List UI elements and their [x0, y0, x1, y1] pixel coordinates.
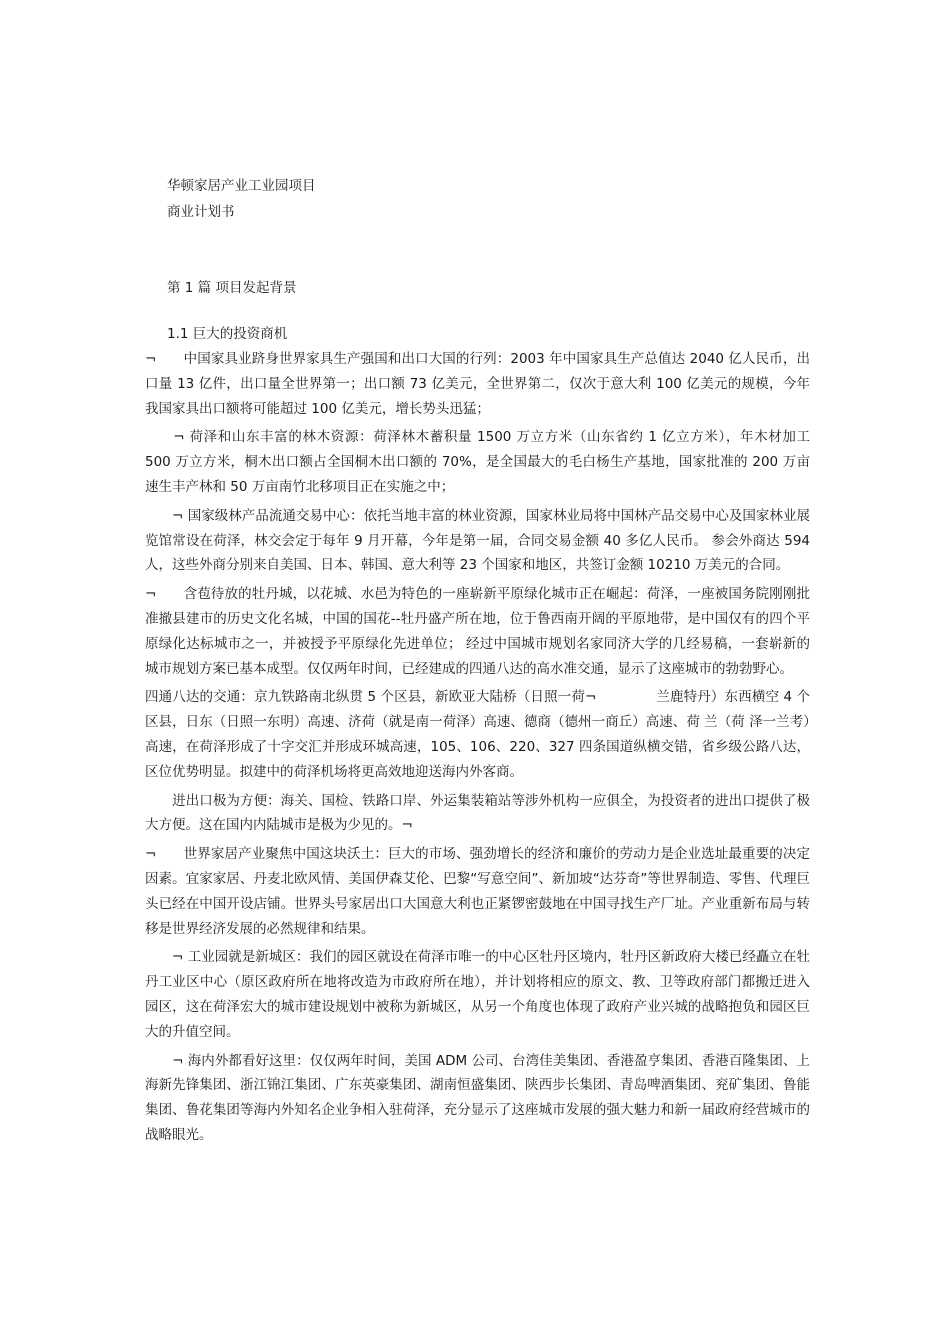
- paragraph: ¬ 中国家具业跻身世界家具生产强国和出口大国的行列：2003 年中国家具生产总值达 2040 亿人民币，出口量 13 亿件，出口量全世界第一；出口额 73 亿美元，全世界第二，仅次于意大利 100 亿美元的规模，今年我国家具出口额将可能超过 100 亿美元，增长势头迅猛；: [145, 351, 810, 417]
- paragraph: ¬ 荷泽和山东丰富的林木资源：荷泽林木蓄积量 1500 万立方米（山东省约 1 亿立方米），年木材加工 500 万立方米，桐木出口额占全国桐木出口额的 70%，是全国最大的毛白杨生产基地，国家批准的 200 万亩速生丰产林和 50 万亩南竹北移项目正在实施之中；: [145, 429, 810, 495]
- document-title: 华顿家居产业工业园项目: [167, 178, 316, 194]
- paragraph: ¬ 工业园就是新城区：我们的园区就设在荷泽市唯一的中心区牡丹区境内，牡丹区新政府大楼已经矗立在牡丹工业区中心（原区政府所在地将改造为市政府所在地），并计划将相应的原文、教、卫等政府部门都搬迁进入园区，这在荷泽宏大的城市建设规划中被称为新城区，从另一个角度也体现了政府产业兴城的战略抱负和园区巨大的升值空间。: [145, 949, 810, 1040]
- paragraph-transport-part1: 四通八达的交通：京九铁路南北纵贯 5 个区县，新欧亚大陆桥（日照一荷¬: [145, 689, 597, 706]
- paragraph-transport-part2: 兰鹿特丹）东西横空 4 个区县，日东（日照一东明）高速、济荷（就是南一荷泽）高速、德商（德州一商丘）高速、荷 兰（荷 泽一兰考）高速，在荷泽形成了十字交汇并形成环城高速，105、106、220、327 四条国道纵横交错，省乡级公路八达，区位优势明显。拟建中的荷泽机场将更高效地迎送海内外客商。: [145, 689, 811, 780]
- part-heading: 第 1 篇 项目发起背景: [167, 280, 297, 296]
- paragraph-transport: [145, 685, 810, 784]
- document-subtitle: 商业计划书: [167, 204, 235, 220]
- paragraph: ¬ 国家级林产品流通交易中心：依托当地丰富的林业资源，国家林业局将中国林产品交易中心及国家林业展览馆常设在荷泽，林交会定于每年 9 月开幕，今年是第一届，合同交易金额 40 多亿人民币。 参会外商达 594 人，这些外商分别来自美国、日本、韩国、意大利等 23 个国家和地区，共签订金额 10210 万美元的合同。: [145, 507, 810, 574]
- paragraph: ¬ 海内外都看好这里：仅仅两年时间，美国 ADM 公司、台湾佳美集团、香港盈亨集团、香港百隆集团、上海新先锋集团、浙江锦江集团、广东英豪集团、湖南恒盛集团、陕西步长集团、青岛啤酒集团、兖矿集团、鲁能集团、鲁花集团等海内外知名企业争相入驻荷泽，充分显示了这座城市发展的强大魅力和新一届政府经营城市的战略眼光。: [145, 1052, 810, 1143]
- paragraph: 进出口极为方便：海关、国检、铁路口岸、外运集装箱站等涉外机构一应俱全，为投资者的进出口提供了极大方便。这在国内内陆城市是极为少见的。¬: [145, 792, 810, 834]
- section-heading: 1.1 巨大的投资商机: [167, 326, 288, 342]
- paragraph: ¬ 世界家居产业聚焦中国这块沃土：巨大的市场、强劲增长的经济和廉价的劳动力是企业选址最重要的决定因素。宜家家居、丹麦北欧风情、美国伊森艾伦、巴黎“写意空间”、新加坡“达芬奇”等世界制造、零售、代理巨头已经在中国开设店铺。世界头号家居出口大国意大利也正紧锣密鼓地在中国寻找生产厂址。产业重新布局与转移是世界经济发展的必然规律和结果。: [145, 846, 810, 937]
- paragraph: ¬ 含苞待放的牡丹城，以花城、水邑为特色的一座崭新平原绿化城市正在崛起：荷泽，一座被国务院刚刚批准撤县建市的历史文化名城，中国的国花--牡丹盛产所在地，位于鲁西南开阔的平原地带，是中国仅有的四个平原绿化达标城市之一，并被授予平原绿化先进单位； 经过中国城市规划名家同济大学的几经易稿，一套崭新的城市规划方案已基本成型。仅仅两年时间，已经建成的四通八达的高水准交通，显示了这座城市的勃勃野心。: [145, 586, 810, 677]
- body-text: [145, 347, 810, 1152]
